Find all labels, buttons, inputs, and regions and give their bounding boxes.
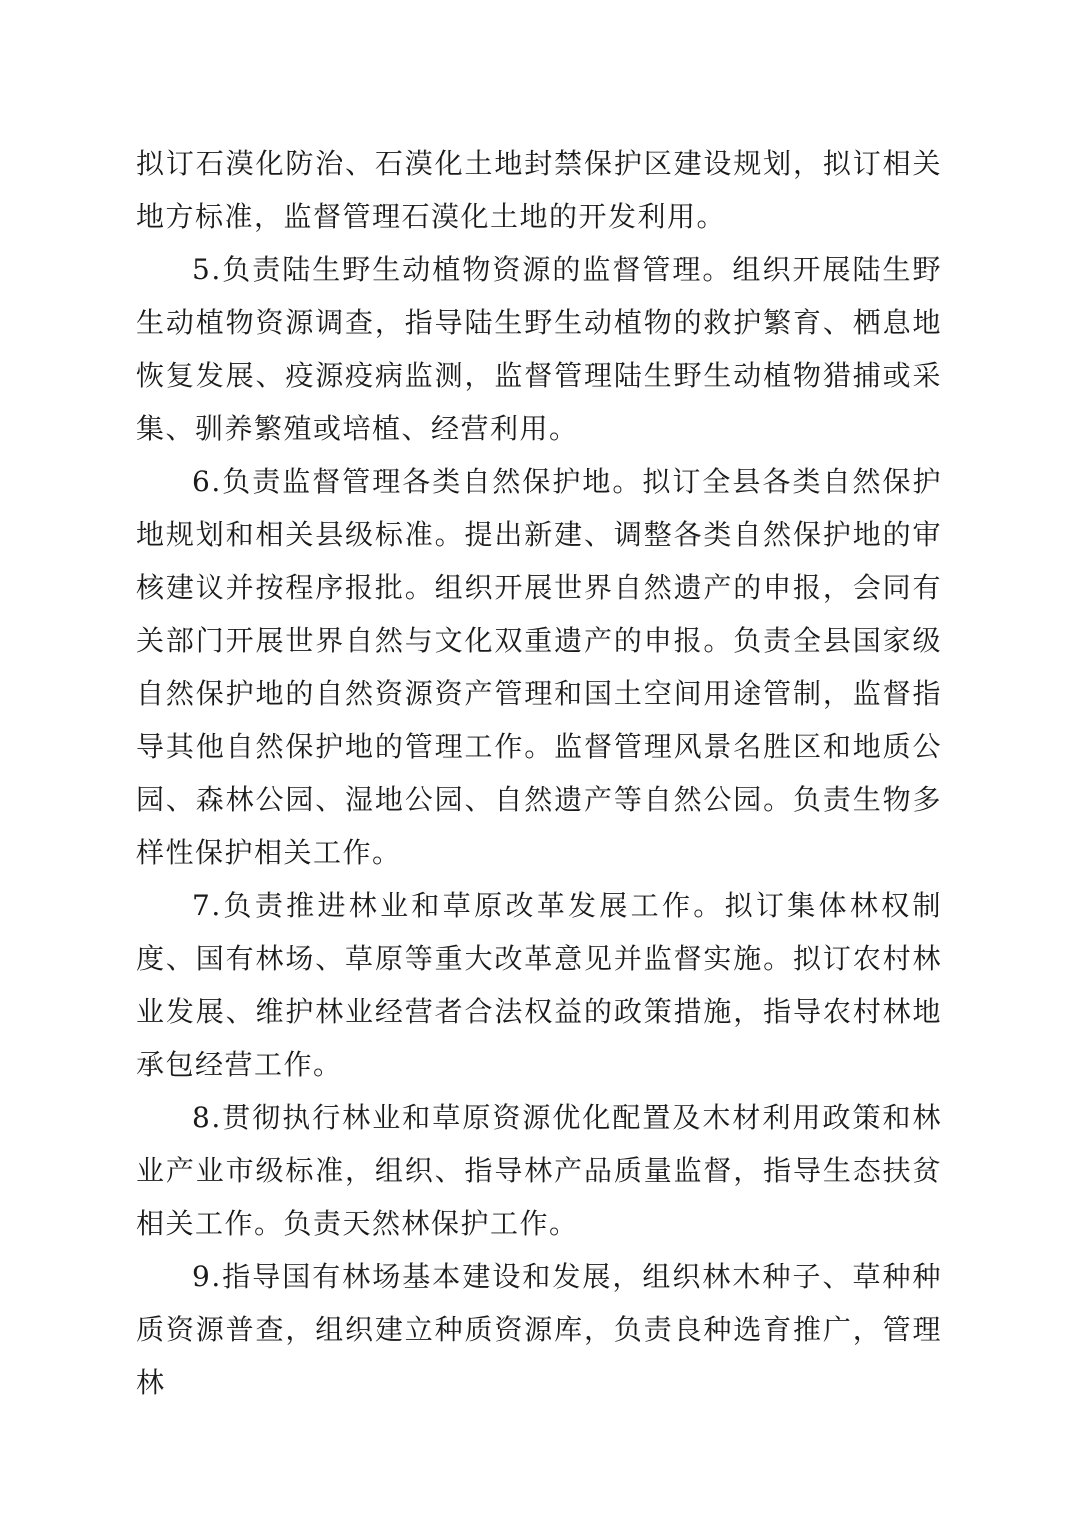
paragraph-item-5: 5.负责陆生野生动植物资源的监督管理。组织开展陆生野生动植物资源调查，指导陆生野生动植物的救护繁育、栖息地恢复发展、疫源疫病监测，监督管理陆生野生动植物猎捕或采集、驯养繁殖或培植、经营利用。 bbox=[136, 253, 942, 445]
paragraph-item-8: 8.贯彻执行林业和草原资源优化配置及木材利用政策和林业产业市级标准，组织、指导林产品质量监督，指导生态扶贫相关工作。负责天然林保护工作。 bbox=[136, 1101, 942, 1240]
document-body bbox=[136, 137, 942, 1409]
paragraph-continuation: 拟订石漠化防治、石漠化土地封禁保护区建设规划，拟订相关地方标准，监督管理石漠化土地的开发利用。 bbox=[136, 147, 942, 233]
paragraph-item-9: 9.指导国有林场基本建设和发展，组织林木种子、草种种质资源普查，组织建立种质资源库，负责良种选育推广，管理林 bbox=[136, 1260, 942, 1399]
paragraph-item-7: 7.负责推进林业和草原改革发展工作。拟订集体林权制度、国有林场、草原等重大改革意见并监督实施。拟订农村林业发展、维护林业经营者合法权益的政策措施，指导农村林地承包经营工作。 bbox=[136, 889, 942, 1081]
paragraph-item-6: 6.负责监督管理各类自然保护地。拟订全县各类自然保护地规划和相关县级标准。提出新建、调整各类自然保护地的审核建议并按程序报批。组织开展世界自然遗产的申报，会同有关部门开展世界自然与文化双重遗产的申报。负责全县国家级自然保护地的自然资源资产管理和国土空间用途管制，监督指导其他自然保护地的管理工作。监督管理风景名胜区和地质公园、森林公园、湿地公园、自然遗产等自然公园。负责生物多样性保护相关工作。 bbox=[136, 465, 942, 869]
